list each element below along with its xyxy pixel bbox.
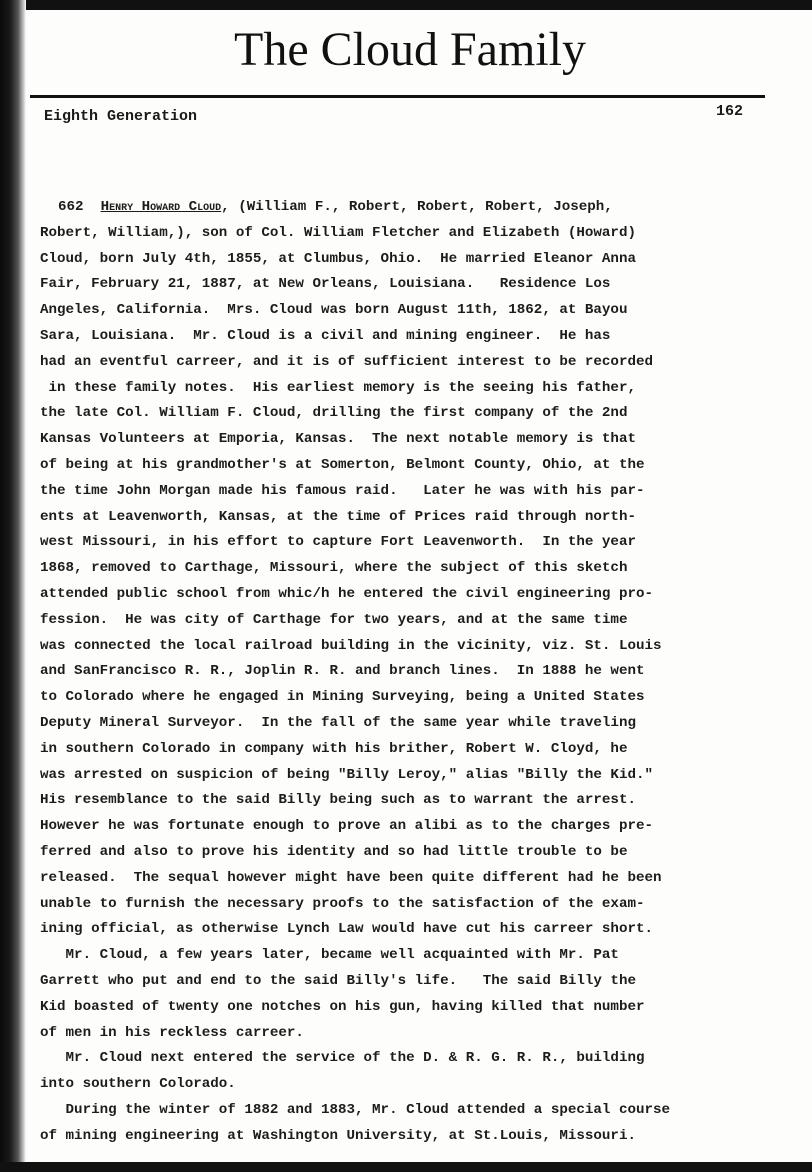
text-line: to Colorado where he engaged in Mining Surveying, being a United States bbox=[40, 689, 645, 706]
text-line: Sara, Louisiana. Mr. Cloud is a civil and mining engineer. He has bbox=[40, 327, 611, 344]
entry-body bbox=[40, 195, 780, 1149]
entry-number: 662 bbox=[58, 199, 84, 215]
entry-first-line bbox=[40, 195, 780, 221]
text-line: west Missouri, in his effort to capture Fort Leavenworth. In the year bbox=[40, 534, 636, 551]
text-line: in southern Colorado in company with his brither, Robert W. Cloyd, he bbox=[40, 740, 628, 757]
scan-left-shadow bbox=[0, 0, 26, 1172]
text-line: ining official, as otherwise Lynch Law would have cut his carreer short. bbox=[40, 921, 653, 938]
entry-person-name: Henry Howard Cloud bbox=[100, 199, 222, 215]
text-line: and SanFrancisco R. R., Joplin R. R. and branch lines. In 1888 he went bbox=[40, 663, 645, 680]
text-line: was connected the local railroad building in the vicinity, viz. St. Louis bbox=[40, 637, 662, 654]
text-line: fession. He was city of Carthage for two years, and at the same time bbox=[40, 611, 628, 628]
page-title: The Cloud Family bbox=[234, 23, 586, 76]
text-line: Fair, February 21, 1887, at New Orleans, Louisiana. Residence Los bbox=[40, 276, 611, 293]
text-line: Kansas Volunteers at Emporia, Kansas. The next notable memory is that bbox=[40, 431, 636, 448]
scan-bottom-border bbox=[0, 1162, 812, 1172]
text-line: Kid boasted of twenty one notches on his gun, having killed that number bbox=[40, 998, 645, 1015]
text-line: During the winter of 1882 and 1883, Mr. Cloud attended a special course bbox=[40, 1101, 671, 1118]
text-line: His resemblance to the said Billy being such as to warrant the arrest. bbox=[40, 792, 636, 809]
text-line: Deputy Mineral Surveyor. In the fall of the same year while traveling bbox=[40, 714, 636, 731]
text-line: of men in his reckless carreer. bbox=[40, 1024, 304, 1041]
entry-lines bbox=[40, 221, 780, 1150]
text-line: Robert, William,), son of Col. William Fletcher and Elizabeth (Howard) bbox=[40, 224, 636, 241]
generation-label: Eighth Generation bbox=[44, 108, 198, 125]
text-line: However he was fortunate enough to prove an alibi as to the charges pre- bbox=[40, 818, 653, 835]
text-line: was arrested on suspicion of being "Billy Leroy," alias "Billy the Kid." bbox=[40, 766, 653, 783]
text-line: of being at his grandmother's at Somerton, Belmont County, Ohio, at the bbox=[40, 456, 645, 473]
text-line: into southern Colorado. bbox=[40, 1076, 236, 1093]
title-rule bbox=[30, 95, 765, 98]
entry-first-line-rest: , (William F., Robert, Robert, Robert, Joseph, bbox=[221, 199, 613, 215]
page-number: 162 bbox=[716, 103, 744, 120]
text-line: 1868, removed to Carthage, Missouri, where the subject of this sketch bbox=[40, 560, 628, 577]
text-line: Angeles, California. Mrs. Cloud was born August 11th, 1862, at Bayou bbox=[40, 302, 628, 319]
text-line: the late Col. William F. Cloud, drilling the first company of the 2nd bbox=[40, 405, 628, 422]
text-line: ents at Leavenworth, Kansas, at the time of Prices raid through north- bbox=[40, 508, 636, 525]
text-line: Mr. Cloud, a few years later, became well acquainted with Mr. Pat bbox=[40, 947, 619, 964]
text-line: Cloud, born July 4th, 1855, at Clumbus, Ohio. He married Eleanor Anna bbox=[40, 250, 636, 267]
text-line: had an eventful carreer, and it is of sufficient interest to be recorded bbox=[40, 353, 653, 370]
scan-top-border bbox=[0, 0, 812, 10]
text-line: in these family notes. His earliest memory is the seeing his father, bbox=[40, 379, 636, 396]
text-line: attended public school from whic/h he entered the civil engineering pro- bbox=[40, 585, 653, 602]
text-line: Mr. Cloud next entered the service of the D. & R. G. R. R., building bbox=[40, 1050, 645, 1067]
text-line: ferred and also to prove his identity and so had little trouble to be bbox=[40, 843, 628, 860]
text-line: the time John Morgan made his famous raid. Later he was with his par- bbox=[40, 482, 645, 499]
text-line: of mining engineering at Washington University, at St.Louis, Missouri. bbox=[40, 1127, 636, 1144]
text-line: released. The sequal however might have been quite different had he been bbox=[40, 869, 662, 886]
text-line: unable to furnish the necessary proofs to the satisfaction of the exam- bbox=[40, 895, 645, 912]
text-line: Garrett who put and end to the said Billy's life. The said Billy the bbox=[40, 972, 636, 989]
